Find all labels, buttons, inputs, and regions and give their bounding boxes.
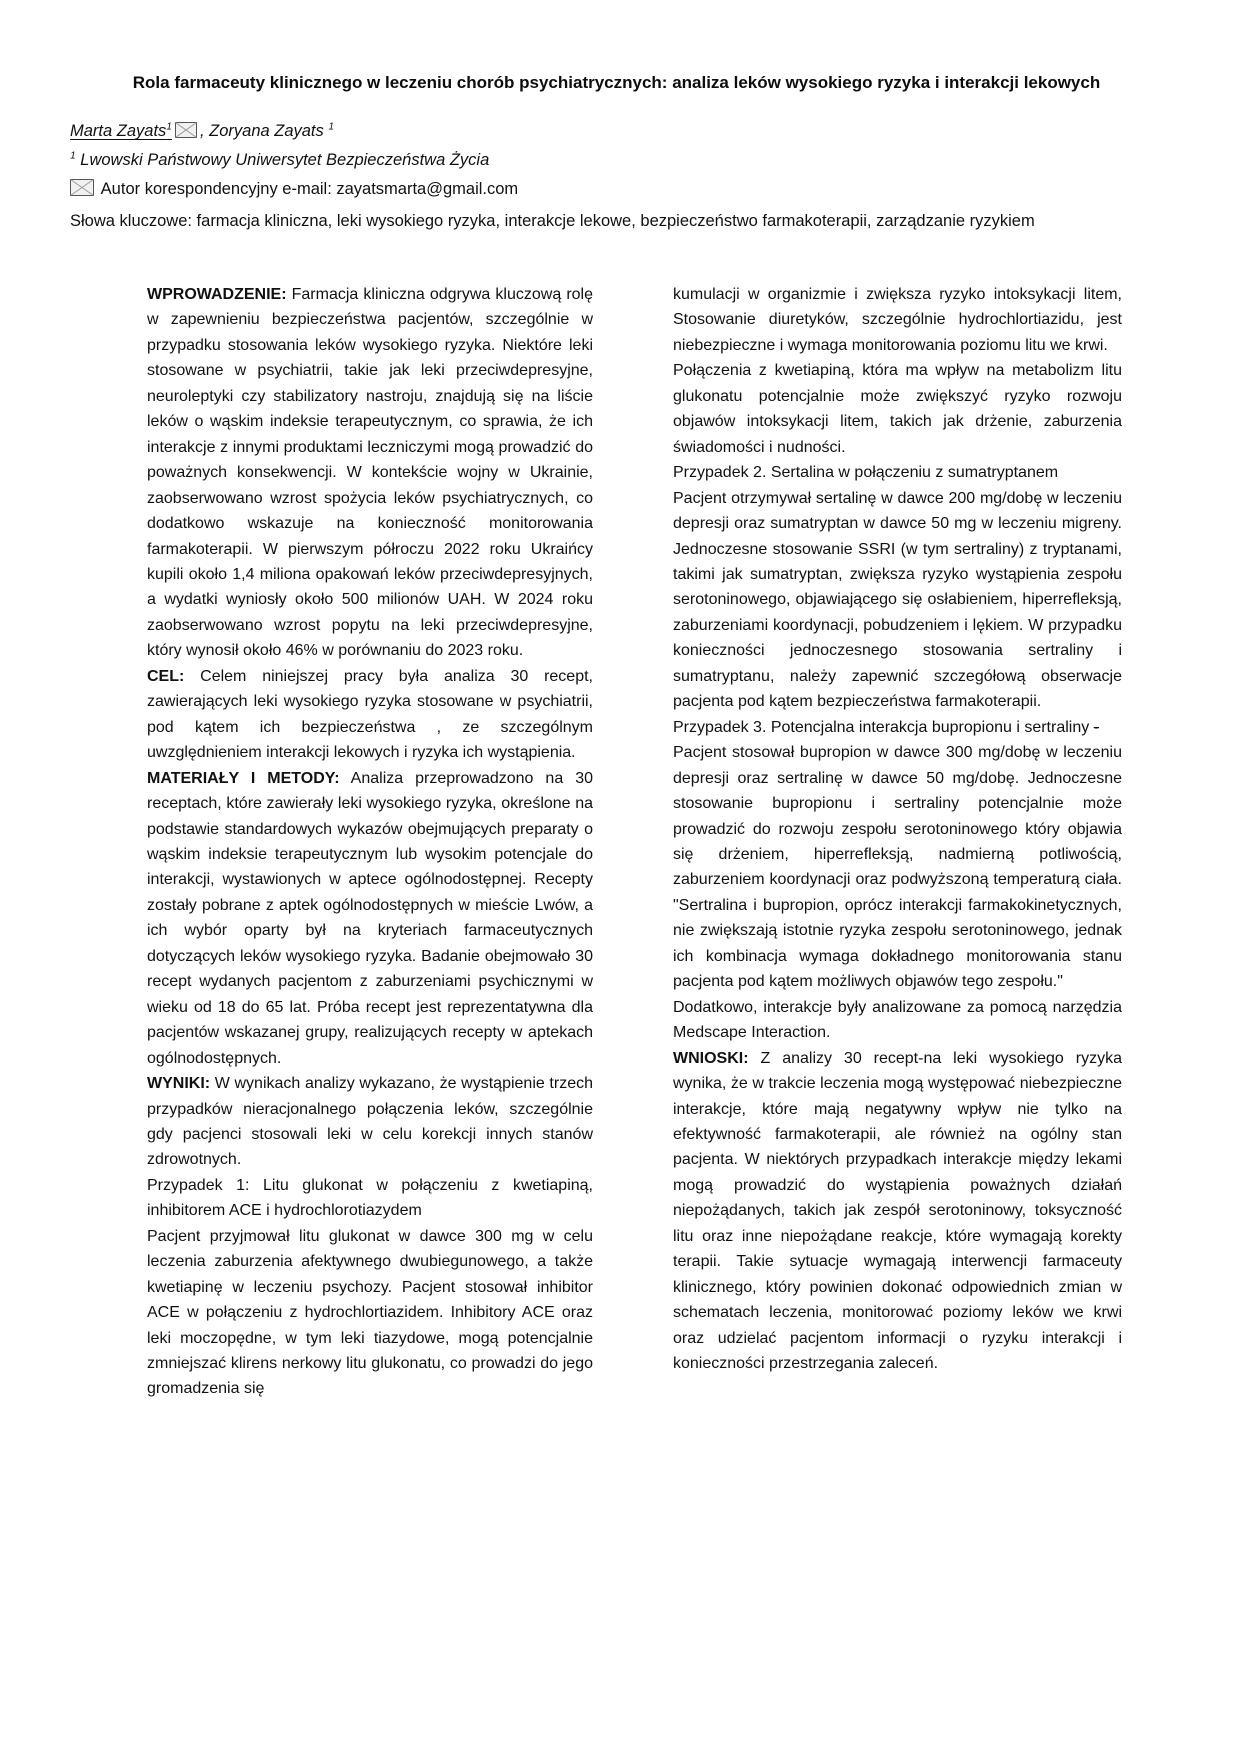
authors-line: [70, 122, 1163, 143]
affiliation-line: [70, 151, 1163, 170]
abstract-paragraph: [147, 664, 593, 766]
paragraph-text: Pacjent otrzymywał sertalinę w dawce 200 mg/dobę w leczeniu depresji oraz sumatryptan w dawce 50 mg w leczeniu migreny. Jednoczesne stosowanie SSRI (w tym sertraliny) z tryptanami, takimi jak sumatryptan, zwiększa ryzyko wystąpienia zespołu serotoninowego, objawiającego się osłabieniem, hiperrefleksją, zaburzeniami koordynacji, pobudzeniem i lękiem. W przypadku konieczności jednoczesnego stosowania sertraliny i sumatryptanu, należy zapewnić szczegółową obserwacje pacjenta pod kątem bezpieczeństwa farmakoterapii.: [673, 489, 1122, 711]
abstract-paragraph: [147, 766, 593, 1071]
section-label: WPROWADZENIE:: [147, 286, 287, 303]
paragraph-text: Celem niniejszej pracy była analiza 30 recept, zawierających leki wysokiego ryzyka stosowane w psychiatrii, pod kątem ich bezpieczeństwa , ze szczególnym uwzględnieniem interakcji lekowych i ryzyka ich wystąpienia.: [147, 667, 593, 762]
envelope-icon: [175, 122, 197, 143]
abstract-paragraph: [673, 740, 1122, 995]
abstract-paragraph: [147, 1071, 593, 1173]
abstract-paragraph: [673, 486, 1122, 715]
abstract-paragraph: [673, 715, 1122, 740]
paragraph-text: Połączenia z kwetiapiną, która ma wpływ na metabolizm litu glukonatu potencjalnie może zwiększyć ryzyko rozwoju objawów intoksykacji litem, takich jak drżenie, zaburzenia świadomości i nudności.: [673, 362, 1122, 456]
paragraph-text: Dodatkowo, interakcje były analizowane za pomocą narzędzia Medscape Interaction.: [673, 998, 1122, 1042]
author-name: Marta Zayats: [70, 122, 167, 140]
paragraph-text: Pacjent stosował bupropion w dawce 300 mg/dobę w leczeniu depresji oraz sertralinę w dawce 50 mg/dobę. Jednoczesne stosowanie bupropionu i sertraliny potencjalnie może prowadzić do rozwoju zespołu serotoninowego który objawia się drżeniem, hiperrefleksją, nadmierną potliwością, zaburzeniem koordynacji oraz podwyższoną temperaturą ciała. "Sertralina i bupropion, oprócz interakcji farmakokinetycznych, nie zwiększają istotnie ryzyka zespołu serotoninowego, jednak ich kombinacja wymaga dokładnego monitorowania stanu pacjenta pod kątem możliwych objawów tego zespołu.": [673, 744, 1122, 991]
paragraph-text: Analiza przeprowadzono na 30 receptach, które zawierały leki wysokiego ryzyka, określone na podstawie standardowych wykazów obejmujących preparaty o wąskim indeksie terapeutycznym lub wysokim potencjale do interakcji, wystawionych w aptece ogólnodostępnej. Recepty zostały pobrane z aptek ogólnodostępnych w mieście Lwów, a ich wybór oparty był na kryteriach farmaceutycznych dotyczących leków wysokiego ryzyka. Badanie obejmowało 30 recept wydanych pacjentom z zaburzeniami psychicznymi w wieku od 18 do 65 lat. Próba recept jest reprezentatywna dla pacjentów wskazanej grupy, realizujących recepty w aptekach ogólnodostępnych.: [147, 769, 594, 1067]
correspondence-text: Autor korespondencyjny e-mail: zayatsmarta@gmail.com: [97, 180, 519, 198]
paragraph-text: Pacjent przyjmował litu glukonat w dawce 300 mg w celu leczenia zaburzenia afektywnego dwubiegunowego, a także kwetiapinę w leczeniu psychozy. Pacjent stosował inhibitor ACE w połączeniu z hydrochlortiazidem. Inhibitory ACE oraz leki moczopędne, w tym leki tiazydowe, mogą potencjalnie zmniejszać klirens nerkowy litu glukonatu, co prowadzi do jego gromadzenia się: [147, 1227, 593, 1398]
correspondence-line: [70, 179, 1163, 201]
paragraph-text: Przypadek 3. Potencjalna interakcja bupropionu i sertraliny: [673, 718, 1094, 736]
abstract-column-right: [673, 282, 1122, 1376]
author-affiliation-marker: 1: [328, 121, 335, 133]
paper-title: Rola farmaceuty klinicznego w leczeniu chorób psychiatrycznych: analiza leków wysokiego ryzyka i interakcji lekowych: [132, 73, 1101, 92]
abstract-paragraph: [673, 995, 1122, 1046]
affiliation-marker: 1: [70, 150, 76, 162]
paragraph-text: Przypadek 2. Sertalina w połączeniu z sumatryptanem: [673, 464, 1059, 482]
envelope-icon: [70, 179, 94, 201]
abstract-paragraph: [147, 1224, 593, 1402]
abstract-paragraph: [673, 1046, 1122, 1377]
paragraph-text: -: [1093, 718, 1100, 736]
abstract-paragraph: [147, 1173, 593, 1224]
keywords: Słowa kluczowe: farmacja kliniczna, leki wysokiego ryzyka, interakcje lekowe, bezpieczeństwo farmakoterapii, zarządzanie ryzykiem: [70, 212, 1035, 230]
section-label: CEL:: [147, 667, 185, 685]
section-label: MATERIAŁY I METODY:: [147, 769, 340, 787]
paragraph-text: Przypadek 1: Litu glukonat w połączeniu z kwetiapiną, inhibitorem ACE i hydrochlorotiazydem: [147, 1176, 593, 1220]
affiliation-text: Lwowski Państwowy Uniwersytet Bezpieczeństwa Życia: [75, 151, 490, 169]
abstract-paragraph: [673, 358, 1122, 460]
abstract-paragraph: [673, 282, 1122, 358]
co-author: , Zoryana Zayats: [199, 122, 329, 140]
abstract-column-left: [147, 282, 593, 1402]
abstract-paragraph: [147, 282, 593, 664]
paragraph-text: Farmacja kliniczna odgrywa kluczową rolę w zapewnieniu bezpieczeństwa pacjentów, szczególnie w przypadku stosowania leków wysokiego ryzyka. Niektóre leki stosowane w psychiatrii, takie jak leki przeciwdepresyjne, neuroleptyki czy stabilizatory nastroju, znajdują się na liście leków o wąskim indeksie terapeutycznym, co sprawia, że ich interakcje z innymi produktami leczniczymi mogą prowadzić do poważnych konsekwencji. W kontekście wojny w Ukrainie, zaobserwowano wzrost spożycia leków psychiatrycznych, co dodatkowo wskazuje na konieczność monitorowania farmakoterapii. W pierwszym półroczu 2022 roku Ukraińcy kupili około 1,4 miliona opakowań leków przeciwdepresyjnych, a wydatki wyniosły około 500 milionów UAH. W 2024 roku zaobserwowano wzrost popytu na leki przeciwdepresyjne, który wynosił około 46% w porównaniu do 2023 roku.: [147, 286, 593, 660]
abstract-paragraph: [673, 460, 1122, 485]
paragraph-text: kumulacji w organizmie i zwiększa ryzyko intoksykacji litem, Stosowanie diuretyków, szczególnie hydrochlortiazidu, jest niebezpieczne i wymaga monitorowania poziomu litu we krwi.: [673, 286, 1122, 354]
paragraph-text: W wynikach analizy wykazano, że wystąpienie trzech przypadków nieracjonalnego połączenia leków, szczególnie gdy pacjenci stosowali leki w celu korekcji innych stanów zdrowotnych.: [147, 1075, 593, 1169]
author-affiliation-marker: 1: [166, 121, 172, 133]
corresponding-author: [70, 122, 172, 140]
paragraph-text: Z analizy 30 recept-na leki wysokiego ryzyka wynika, że w trakcie leczenia mogą występować niebezpieczne interakcje, które mają negatywny wpływ nie tylko na efektywność farmakoterapii, ale również na ogólny stan pacjenta. W niektórych przypadkach interakcje między lekami mogą prowadzić do wystąpienia poważnych działań niepożądanych, takich jak zespół serotoninowy, toksyczność litu oraz inne niepożądane reakcje, które wymagają korekty terapii. Takie sytuacje wymagają interwencji farmaceuty klinicznego, który powinien dokonać odpowiednich zmian w schematach leczenia, monitorować poziomy leków we krwi oraz udzielać pacjentom informacji o ryzyku interakcji i konieczności przestrzegania zaleceń.: [673, 1049, 1122, 1373]
section-label: WYNIKI:: [147, 1075, 211, 1093]
section-label: WNIOSKI:: [673, 1049, 749, 1067]
